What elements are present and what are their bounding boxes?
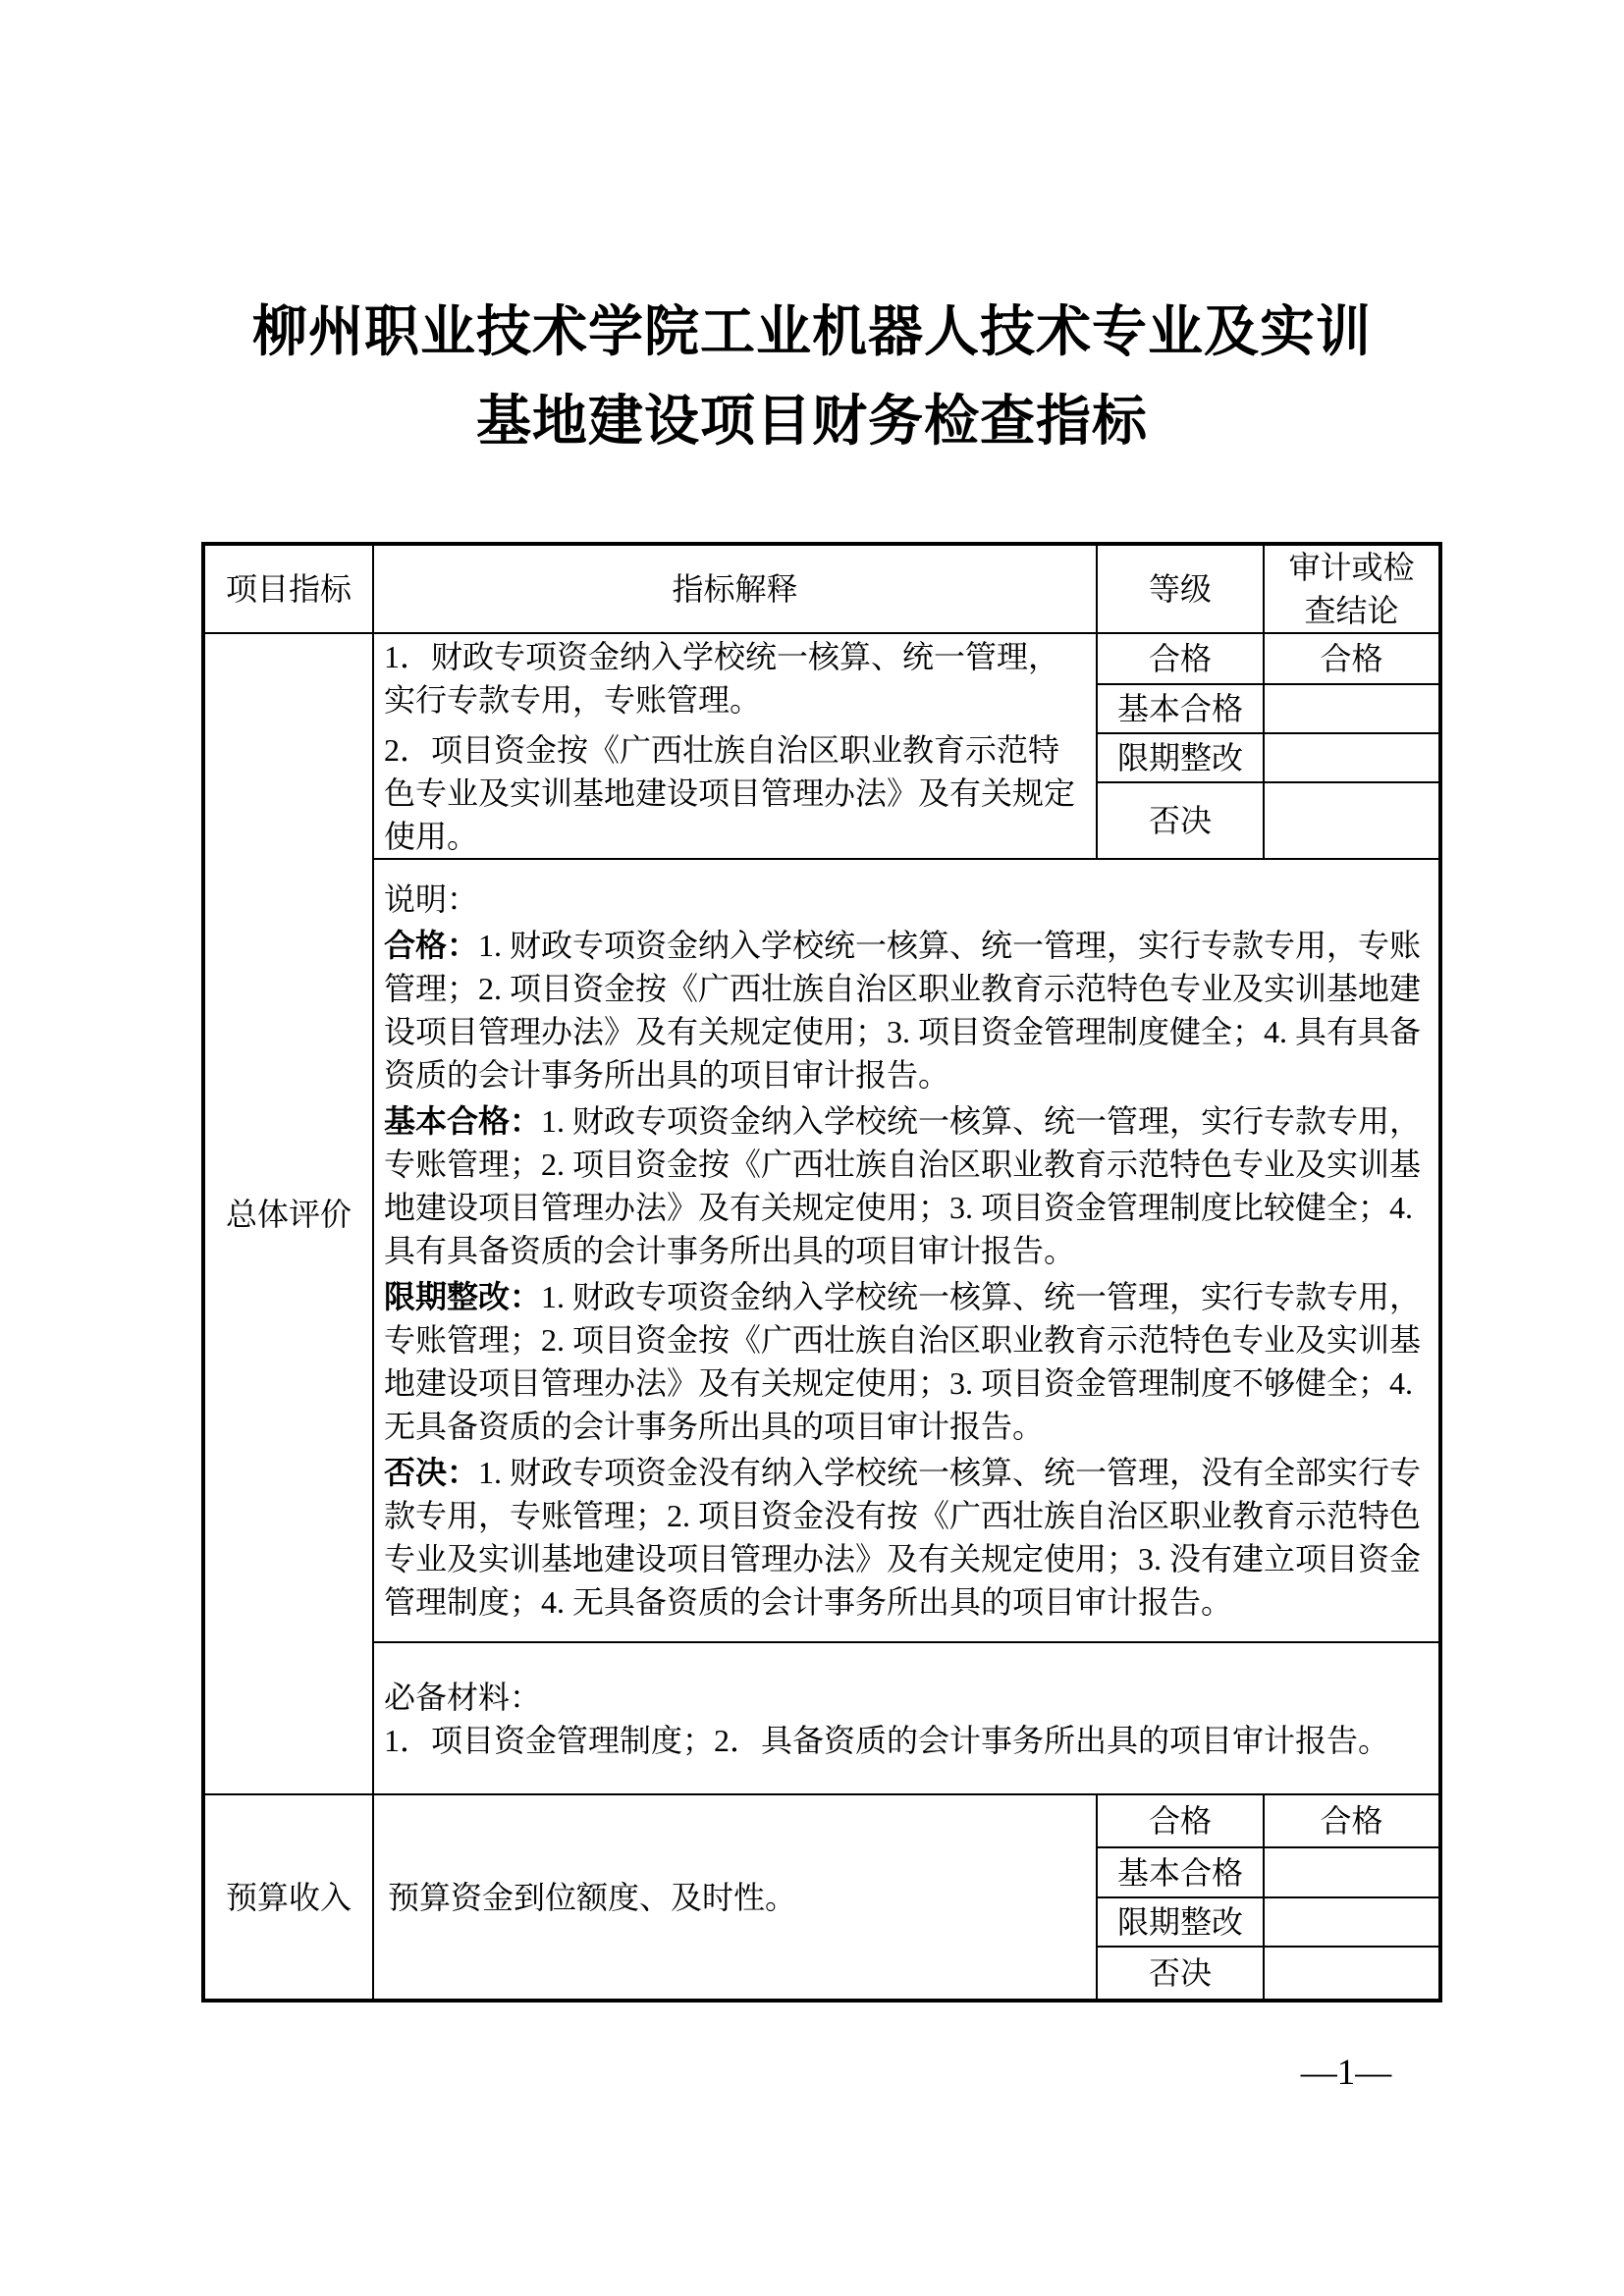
conclusion-cell: 合格 (1264, 1794, 1440, 1847)
conclusion-cell: 合格 (1264, 633, 1440, 684)
conclusion-cell (1264, 1897, 1440, 1947)
note-label: 基本合格： (384, 1103, 542, 1139)
grade-cell: 否决 (1097, 782, 1264, 859)
col-header-indicator: 项目指标 (203, 544, 373, 633)
conclusion-cell (1264, 1947, 1440, 2001)
note-label: 合格： (384, 928, 479, 963)
conclusion-cell (1264, 733, 1440, 782)
note-label: 否决： (384, 1455, 479, 1490)
materials-cell (373, 1642, 1440, 1794)
table-row (203, 633, 1440, 684)
document-title (0, 287, 1624, 465)
note-label: 限期整改： (384, 1279, 542, 1314)
table-row-materials (203, 1642, 1440, 1794)
note-text: 1. 财政专项资金纳入学校统一核算、统一管理，实行专款专用，专账管理；2. 项目资金按《广西壮族自治区职业教育示范特色专业及实训基地建设项目管理办法》及有关规定使用；3. 项目资金管理制度不够健全；4. 无具备资质的会计事务所出具的项目审计报告。 (384, 1279, 1422, 1444)
title-line-1: 柳州职业技术学院工业机器人技术专业及实训 (252, 300, 1372, 362)
col-header-explanation: 指标解释 (373, 544, 1097, 633)
table-row (203, 1794, 1440, 1847)
table-row-notes (203, 859, 1440, 1642)
grade-cell: 基本合格 (1097, 684, 1264, 733)
conclusion-cell (1264, 684, 1440, 733)
grade-cell: 限期整改 (1097, 1897, 1264, 1947)
table-header-row (203, 544, 1440, 633)
explanation-item: 2．项目资金按《广西壮族自治区职业教育示范特色专业及实训基地建设项目管理办法》及有关规定使用。 (384, 731, 1076, 854)
conclusion-cell (1264, 1847, 1440, 1897)
page-number: —1— (1300, 2053, 1392, 2093)
note-paragraph (384, 924, 1429, 1096)
note-paragraph (384, 1451, 1429, 1624)
explanation-item: 1．财政专项资金纳入学校统一核算、统一管理，实行专款专用，专账管理。 (384, 638, 1060, 718)
col-header-grade: 等级 (1097, 544, 1264, 633)
grade-cell: 限期整改 (1097, 733, 1264, 782)
note-text: 1. 财政专项资金纳入学校统一核算、统一管理，实行专款专用，专账管理；2. 项目资金按《广西壮族自治区职业教育示范特色专业及实训基地建设项目管理办法》及有关规定使用；3. 项目资金管理制度比较健全；4. 具有具备资质的会计事务所出具的项目审计报告。 (384, 1103, 1422, 1268)
note-text: 1. 财政专项资金没有纳入学校统一核算、统一管理，没有全部实行专款专用，专账管理；2. 项目资金没有按《广西壮族自治区职业教育示范特色专业及实训基地建设项目管理办法》及有关规定使用；3. 没有建立项目资金管理制度；4. 无具备资质的会计事务所出具的项目审计报告。 (384, 1455, 1422, 1620)
materials-heading: 必备材料： (384, 1679, 542, 1715)
indicator-table (201, 542, 1442, 2002)
conclusion-cell (1264, 782, 1440, 859)
note-text: 1. 财政专项资金纳入学校统一核算、统一管理，实行专款专用，专账管理；2. 项目资金按《广西壮族自治区职业教育示范特色专业及实训基地建设项目管理办法》及有关规定使用；3. 项目资金管理制度健全；4. 具有具备资质的会计事务所出具的项目审计报告。 (384, 928, 1422, 1093)
grade-cell: 基本合格 (1097, 1847, 1264, 1897)
cell-indicator-overall: 总体评价 (203, 633, 373, 1794)
grade-cell: 否决 (1097, 1947, 1264, 2001)
col-header-conclusion (1264, 544, 1440, 633)
materials-text: 1．项目资金管理制度；2．具备资质的会计事务所出具的项目审计报告。 (384, 1722, 1390, 1758)
col-header-conclusion-line2: 查结论 (1304, 593, 1399, 628)
grade-cell: 合格 (1097, 633, 1264, 684)
col-header-conclusion-line1: 审计或检 (1288, 550, 1415, 585)
cell-explanation-budget: 预算资金到位额度、及时性。 (373, 1794, 1097, 2001)
grade-cell: 合格 (1097, 1794, 1264, 1847)
note-paragraph (384, 1099, 1429, 1272)
cell-explanation-overall (373, 633, 1097, 859)
notes-heading: 说明： (384, 881, 479, 917)
note-paragraph (384, 1275, 1429, 1448)
title-line-2: 基地建设项目财务检查指标 (476, 390, 1148, 452)
notes-cell (373, 859, 1440, 1642)
cell-indicator-budget: 预算收入 (203, 1794, 373, 2001)
